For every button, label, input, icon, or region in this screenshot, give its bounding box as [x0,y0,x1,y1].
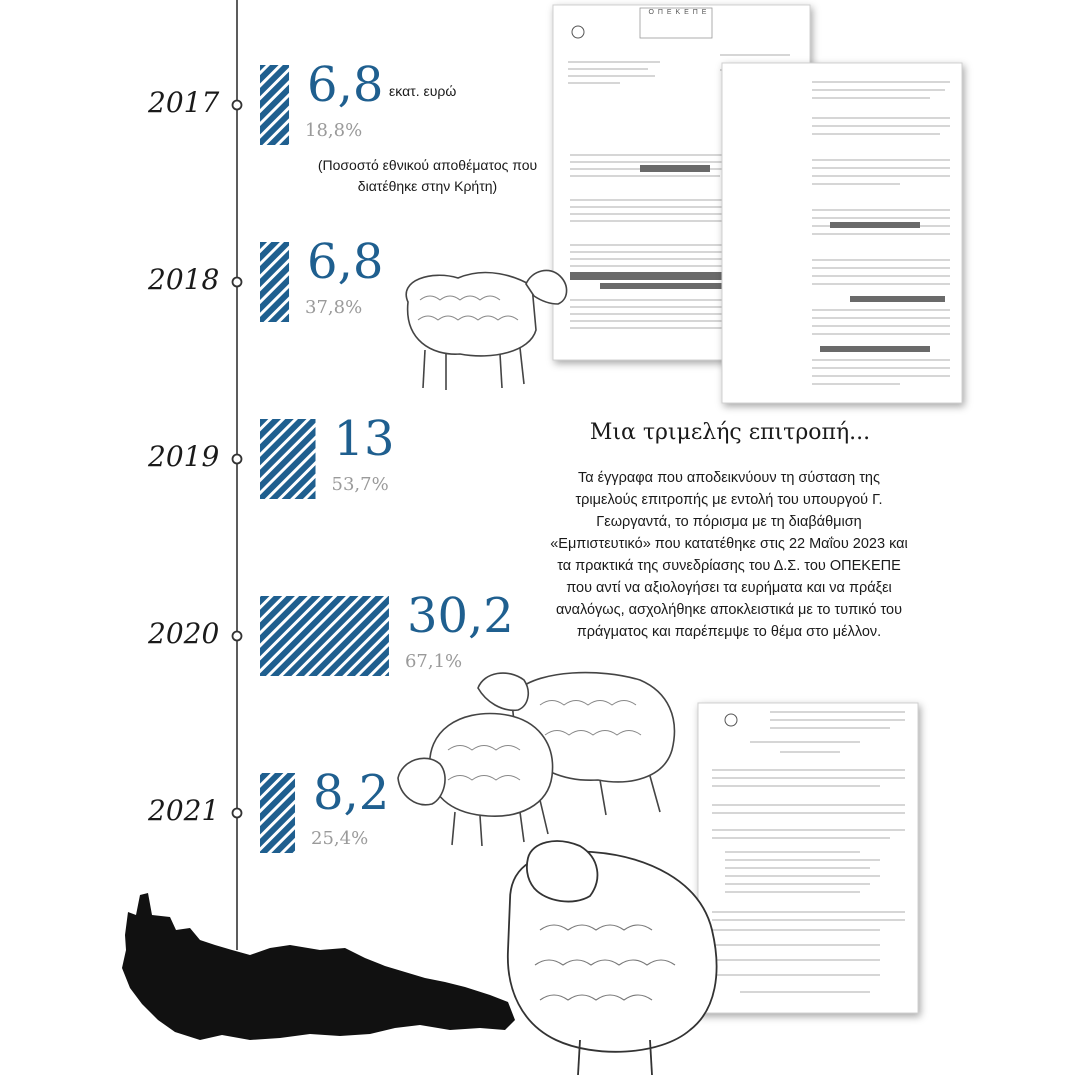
year-label-2020: 2020 [148,617,220,650]
sheep-illustration-3 [398,713,553,846]
bar-2017 [260,65,289,145]
sheep-illustration-1 [406,270,566,390]
value-label-2018: 6,8 [307,234,384,290]
percent-label-2021: 25,4% [311,828,369,849]
percent-label-2019: 53,7% [331,474,389,495]
sheep-illustration-4 [508,841,717,1075]
year-label-2018: 2018 [148,263,220,296]
crete-map-silhouette [122,893,515,1040]
bar-2019 [260,419,316,499]
timeline-dot-2017 [233,101,242,110]
value-label-2019: 13 [333,411,395,467]
document-scan-2 [722,63,962,403]
percent-label-2018: 37,8% [305,297,363,318]
document-scan-3 [698,703,918,1013]
timeline-dot-2020 [233,632,242,641]
timeline-dot-2019 [233,455,242,464]
bar-2018 [260,242,289,322]
value-label-2020: 30,2 [406,588,514,644]
timeline-dot-2021 [233,809,242,818]
percent-label-2020: 67,1% [404,651,463,672]
value-label-2021: 8,2 [313,765,390,821]
document-header-stamp: Ο Π Ε Κ Ε Π Ε [648,9,708,16]
bar-2021 [260,773,295,853]
year-label-2019: 2019 [148,440,220,473]
timeline-dot-2018 [233,278,242,287]
year-label-2021: 2021 [148,794,220,827]
article-headline: Μια τριμελής επιτροπή... [589,420,871,445]
article-body: Τα έγγραφα που αποδεικνύουν τη σύσταση της τριμελούς επιτροπής με εντολή του υπουργού Γ. Γεωργαντά, το πόρισμα με τη διαβάθμιση «Εμπιστευτικό» που κατατέθηκε στις 22 Μαΐου 2023 και τα πρακτικά της συνεδρίασης του Δ.Σ. του ΟΠΕΚΕΠΕ που αντί να αξιολογήσει τα ευρήματα και να πράξει αναλόγως, ασχολήθηκε αποκλειστικά με το τυπικό του πράγματος και παρέπεμψε το θέμα στο μέλλον. [550,470,908,640]
year-label-2017: 2017 [148,86,220,119]
percent-note: (Ποσοστό εθνικού αποθέματος που διατέθηκε στην Κρήτη) [317,157,538,194]
unit-label: εκατ. ευρώ [389,83,457,99]
bar-2020 [260,596,389,676]
percent-label-2017: 18,8% [305,120,363,141]
value-label-2017: 6,8 [307,57,384,113]
